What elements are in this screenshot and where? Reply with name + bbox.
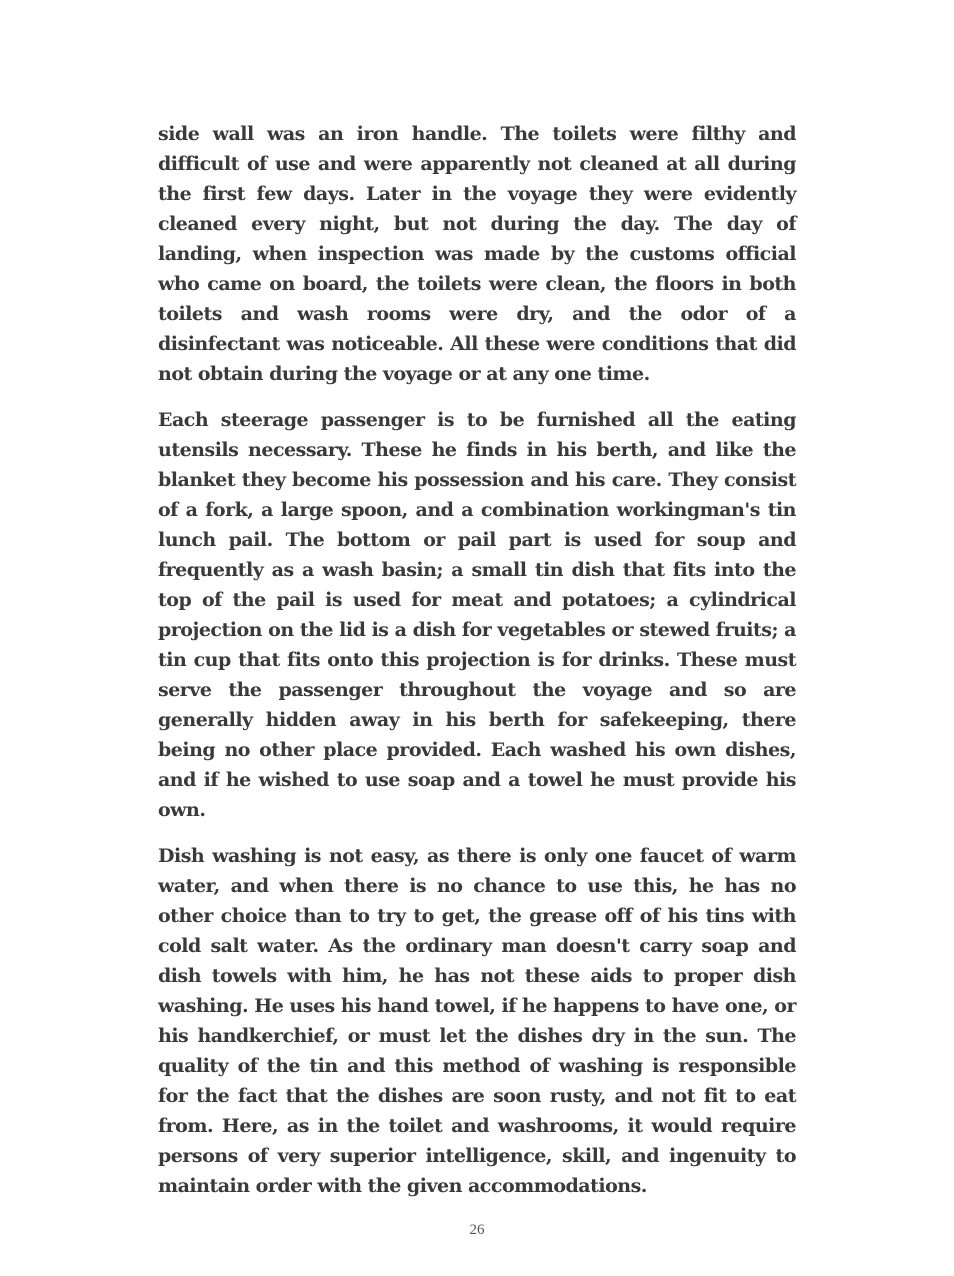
paragraph-3: Dish washing is not easy, as there is only one faucet of warm water, and when there is no chance to use this, he has no other choice than to try to get, the grease off of his tins with cold salt water. As the ordinary man doesn't carry soap and dish towels with him, he has not these aids to proper dish washing. He uses his hand towel, if he happens to have one, or his handkerchief, or must let the dishes dry in the sun. The quality of the tin and this method of washing is responsible for the fact that the dishes are soon rusty, and not fit to eat from. Here, as in the toilet and washrooms, it would require persons of very superior intelligence, skill, and ingenuity to maintain order with the given accommodations. xyxy=(158,845,796,1197)
paragraph-2: Each steerage passenger is to be furnished all the eating utensils necessary. These he finds in his berth, and like the blanket they become his possession and his care. They consist of a fork, a large spoon, and a combination workingman's tin lunch pail. The bottom or pail part is used for soup and frequently as a wash basin; a small tin dish that fits into the top of the pail is used for meat and potatoes; a cylindrical projection on the lid is a dish for vegetables or stewed fruits; a tin cup that fits onto this projection is for drinks. These must serve the passenger throughout the voyage and so are generally hidden away in his berth for safekeeping, there being no other place provided. Each washed his own dishes, and if he wished to use soap and a towel he must provide his own. xyxy=(158,409,796,821)
body-text xyxy=(158,119,796,1217)
paragraph-1: side wall was an iron handle. The toilets were filthy and difficult of use and were apparently not cleaned at all during the first few days. Later in the voyage they were evidently cleaned every night, but not during the day. The day of landing, when inspection was made by the customs official who came on board, the toilets were clean, the floors in both toilets and wash rooms were dry, and the odor of a disinfectant was noticeable. All these were conditions that did not obtain during the voyage or at any one time. xyxy=(158,123,796,385)
page-number: 26 xyxy=(469,1222,485,1238)
